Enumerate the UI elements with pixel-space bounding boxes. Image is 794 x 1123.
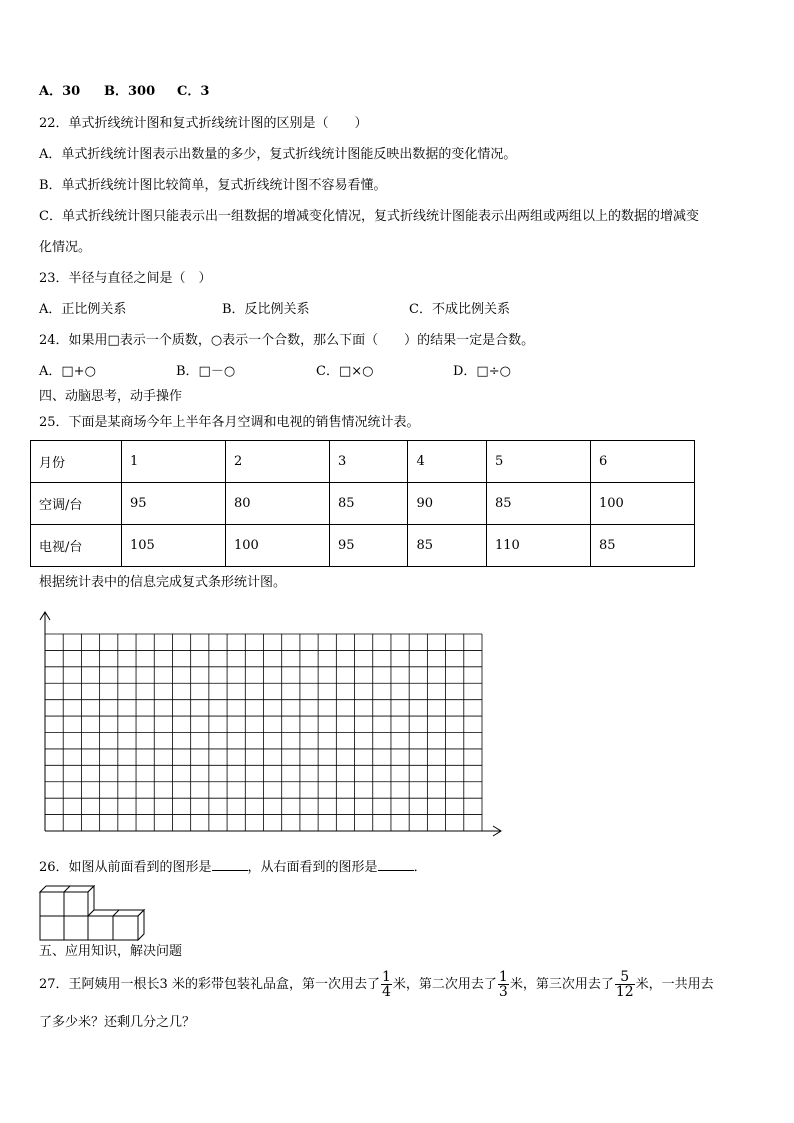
fraction-denominator: 4 xyxy=(381,984,391,1000)
q24-option-c: C．□×○ xyxy=(316,364,374,379)
q22-option-c-line1: C．单式折线统计图只能表示出一组数据的增减变化情况，复式折线统计图能表示出两组或两组以上的数据的增减变 xyxy=(39,209,699,224)
fraction-numerator: 5 xyxy=(615,970,635,985)
q24-option-d: D．□÷○ xyxy=(453,364,511,379)
q23-stem: 23．半径与直径之间是（ ） xyxy=(39,271,212,286)
table-cell: 4 xyxy=(408,441,487,483)
table-cell: 100 xyxy=(590,483,694,525)
fraction-denominator: 3 xyxy=(498,984,508,1000)
fraction-one-third xyxy=(498,970,509,999)
table-cell: 110 xyxy=(487,525,591,567)
fraction-one-quarter xyxy=(381,970,392,999)
q26-stem-part1: 26．如图从前面看到的图形是 xyxy=(39,860,212,875)
fraction-denominator: 12 xyxy=(615,984,634,1000)
table-cell: 2 xyxy=(225,441,329,483)
q25-stem: 25．下面是某商场今年上半年各月空调和电视的销售情况统计表。 xyxy=(39,415,420,430)
q23-option-b: B．反比例关系 xyxy=(222,302,310,317)
table-cell: 85 xyxy=(487,483,591,525)
q26-stem-part2: ，从右面看到的图形是 xyxy=(247,860,378,875)
section-4-heading: 四、动脑思考，动手操作 xyxy=(39,389,183,404)
q24-stem: 24．如果用□表示一个质数，○表示一个合数，那么下面（ ）的结果一定是合数。 xyxy=(39,333,535,348)
table-cell: 100 xyxy=(225,525,329,567)
q25-instruction: 根据统计表中的信息完成复式条形统计图。 xyxy=(39,575,287,590)
q26-stem-part3: ． xyxy=(413,860,427,875)
fraction-numerator: 1 xyxy=(498,969,508,985)
table-cell: 90 xyxy=(408,483,487,525)
q27-text-part1: 27．王阿姨用一根长3 米的彩带包装礼品盒，第一次用去了 xyxy=(39,977,380,992)
table-cell: 85 xyxy=(590,525,694,567)
q22-option-b: B．单式折线统计图比较简单，复式折线统计图不容易看懂。 xyxy=(39,178,387,193)
q23-option-c: C．不成比例关系 xyxy=(409,302,510,317)
cube-figure xyxy=(36,880,151,942)
q21-option-c: C．3 xyxy=(177,84,210,99)
q26-stem xyxy=(39,858,427,876)
q26-answer-blank-front[interactable] xyxy=(212,858,248,871)
section-5-heading: 五、应用知识，解决问题 xyxy=(39,944,183,959)
table-cell: 电视/台 xyxy=(31,525,122,567)
table-cell: 85 xyxy=(329,483,408,525)
fraction-five-twelfths xyxy=(615,970,635,999)
table-cell: 月份 xyxy=(31,441,122,483)
q27-text-part2: 米，第二次用去了 xyxy=(392,977,497,992)
q24-option-a: A．□+○ xyxy=(39,364,96,379)
q22-option-c-line2: 化情况。 xyxy=(39,240,92,255)
q27-stem-line1 xyxy=(39,970,714,1000)
table-cell: 1 xyxy=(122,441,226,483)
q22-stem: 22．单式折线统计图和复式折线统计图的区别是（ ） xyxy=(39,116,368,131)
table-cell: 95 xyxy=(122,483,226,525)
table-cell: 95 xyxy=(329,525,408,567)
x-axis-arrow xyxy=(45,826,501,836)
table-cell: 5 xyxy=(487,441,591,483)
table-cell: 105 xyxy=(122,525,226,567)
table-cell: 空调/台 xyxy=(31,483,122,525)
q27-text-part4: 米，一共用去 xyxy=(635,977,714,992)
table-cell: 85 xyxy=(408,525,487,567)
q24-option-b: B．□－○ xyxy=(176,364,236,379)
q26-answer-blank-right[interactable] xyxy=(378,858,414,871)
table-cell: 80 xyxy=(225,483,329,525)
q27-text-part3: 米，第三次用去了 xyxy=(509,977,614,992)
q21-option-b: B．300 xyxy=(104,84,156,99)
fraction-numerator: 1 xyxy=(381,969,391,985)
table-cell: 3 xyxy=(329,441,408,483)
q22-option-a: A．单式折线统计图表示出数量的多少，复式折线统计图能反映出数据的变化情况。 xyxy=(39,147,517,162)
q23-option-a: A．正比例关系 xyxy=(39,302,127,317)
q27-stem-line2: 了多少米？还剩几分之几？ xyxy=(39,1015,196,1030)
table-cell: 6 xyxy=(590,441,694,483)
q21-option-a: A．30 xyxy=(39,84,81,99)
